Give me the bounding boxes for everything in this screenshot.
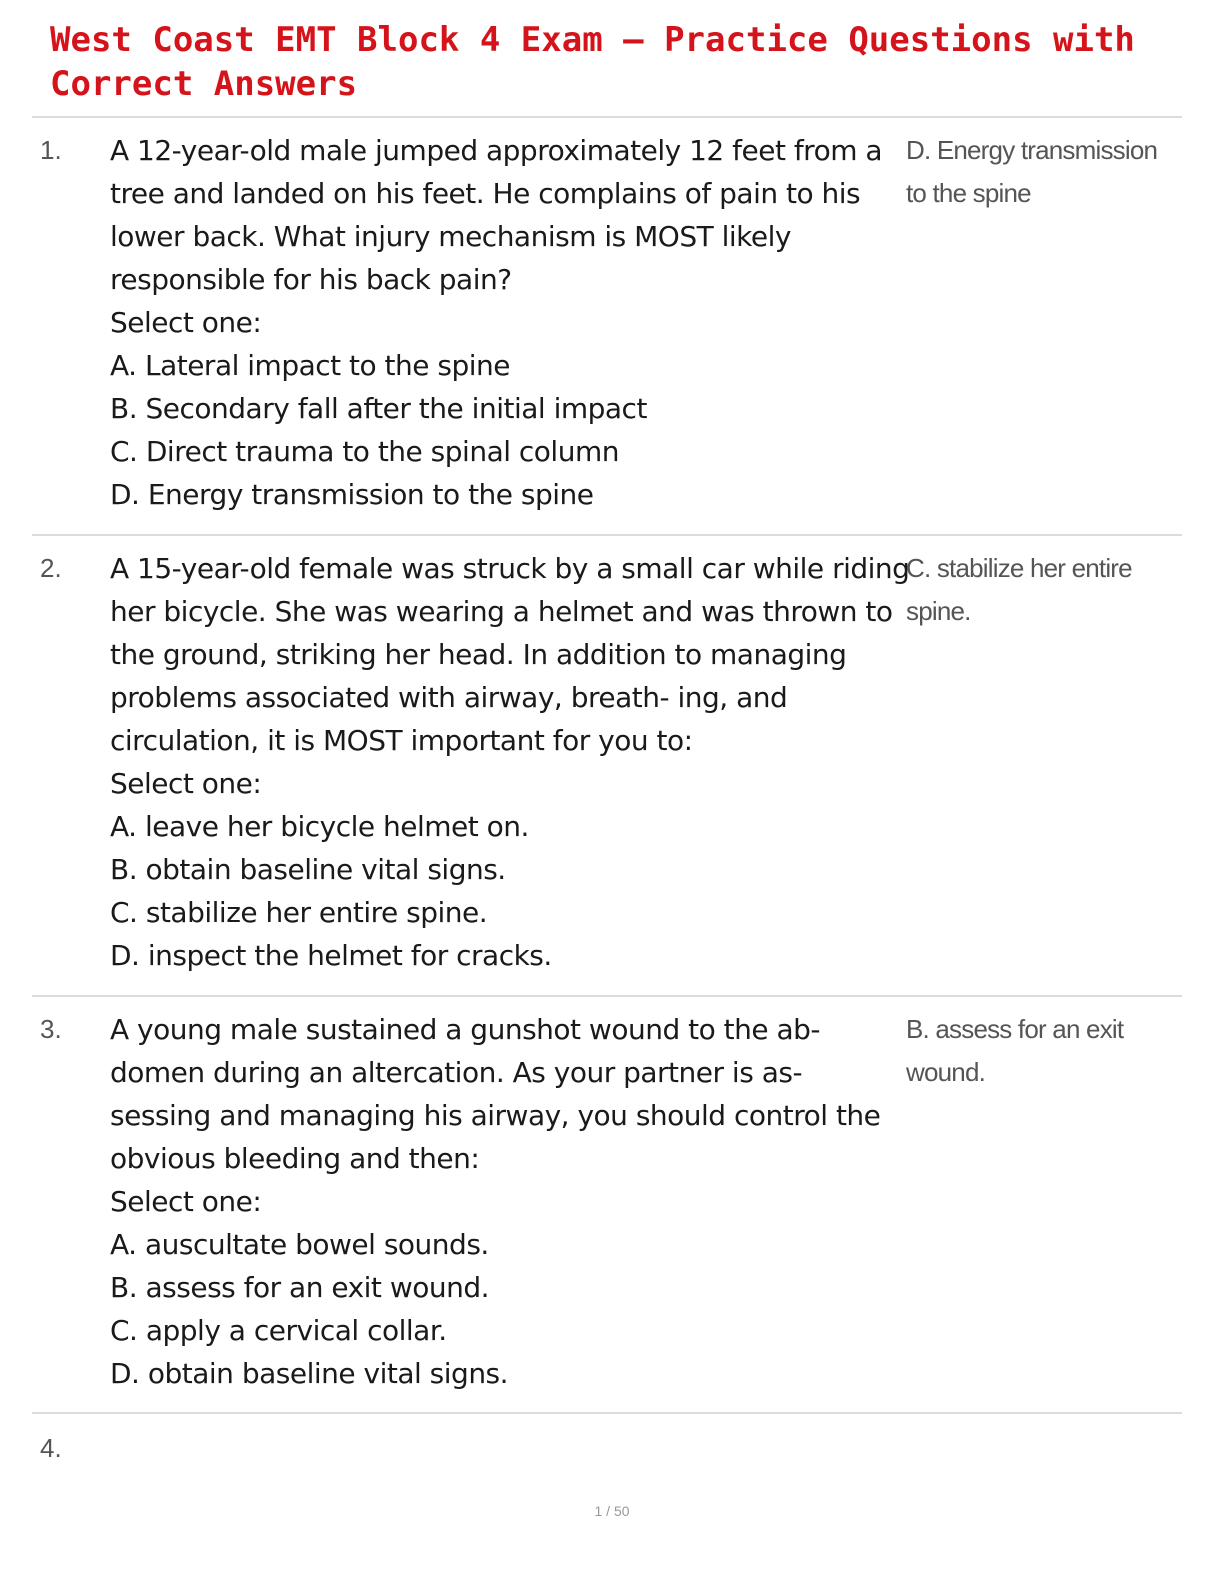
divider bbox=[32, 116, 1182, 118]
select-one-prompt: Select one: bbox=[110, 306, 262, 339]
option-c: C. apply a cervical collar. bbox=[110, 1314, 447, 1347]
option-b: B. obtain baseline vital signs. bbox=[110, 853, 506, 886]
select-one-prompt: Select one: bbox=[110, 1185, 262, 1218]
correct-answer: C. stabilize her entire spine. bbox=[906, 553, 1132, 626]
question-stem: A young male sustained a gunshot wound to the ab- domen during an altercation. As your partner is as- sessing and managing his airway, you should control the obvious bleeding and then: bbox=[110, 1013, 881, 1175]
divider bbox=[32, 534, 1182, 536]
question-stem: A 12-year-old male jumped approximately 12 feet from a tree and landed on his feet. He complains of pain to his lower back. What injury mechanism is MOST likely responsible for his back pain? bbox=[110, 134, 883, 296]
option-d: D. obtain baseline vital signs. bbox=[110, 1357, 509, 1390]
question-number: 2. bbox=[40, 553, 62, 583]
divider bbox=[32, 995, 1182, 997]
option-d: D. Energy transmission to the spine bbox=[110, 478, 594, 511]
option-c: C. stabilize her entire spine. bbox=[110, 896, 488, 929]
question-stem: A 15-year-old female was struck by a small car while riding her bicycle. She was wearing a helmet and was thrown to the ground, striking her head. In addition to managing problems associated with airway, breath- ing, and circulation, it is MOST important for you to: bbox=[110, 552, 910, 757]
option-c: C. Direct trauma to the spinal column bbox=[110, 435, 619, 468]
option-b: B. assess for an exit wound. bbox=[110, 1271, 490, 1304]
option-a: A. leave her bicycle helmet on. bbox=[110, 810, 529, 843]
option-a: A. auscultate bowel sounds. bbox=[110, 1228, 489, 1261]
option-a: A. Lateral impact to the spine bbox=[110, 349, 511, 382]
option-b: B. Secondary fall after the initial impact bbox=[110, 392, 647, 425]
question-number: 4. bbox=[40, 1433, 62, 1463]
question-body bbox=[110, 1008, 910, 1395]
question-number: 3. bbox=[40, 1014, 62, 1044]
option-d: D. inspect the helmet for cracks. bbox=[110, 939, 552, 972]
question-number: 1. bbox=[40, 135, 62, 165]
question-body bbox=[110, 547, 910, 977]
correct-answer: B. assess for an exit wound. bbox=[906, 1014, 1124, 1087]
question-body bbox=[110, 129, 910, 516]
select-one-prompt: Select one: bbox=[110, 767, 262, 800]
document-title: West Coast EMT Block 4 Exam – Practice Questions with Correct Answers bbox=[50, 20, 1135, 104]
divider bbox=[32, 1412, 1182, 1414]
page-number: 1 / 50 bbox=[594, 1503, 630, 1519]
correct-answer: D. Energy transmission to the spine bbox=[906, 135, 1158, 208]
